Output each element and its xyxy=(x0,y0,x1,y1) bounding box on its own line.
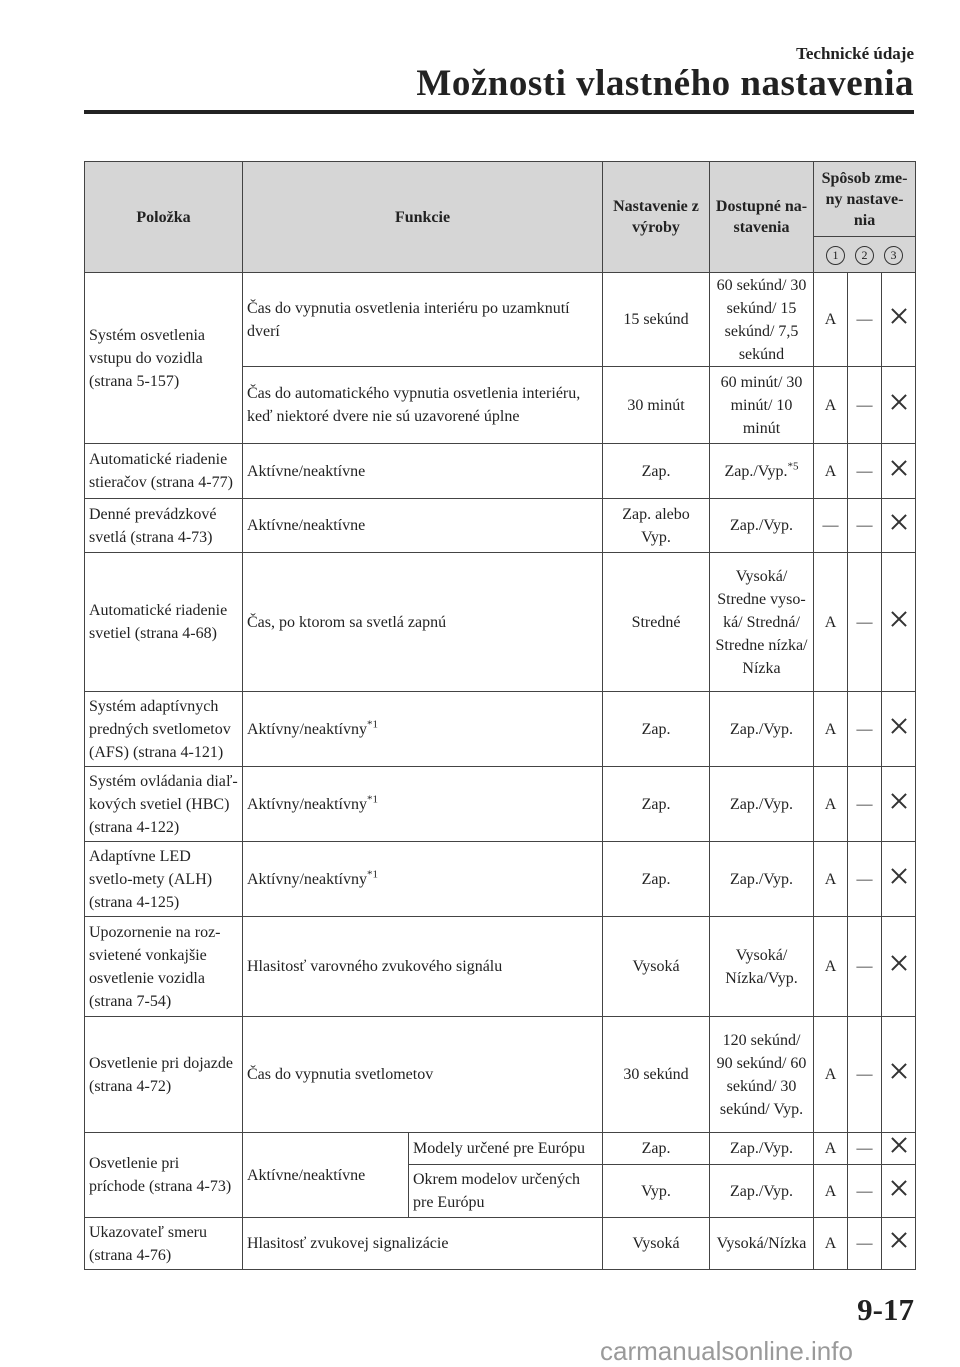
page-number: 9-17 xyxy=(857,1292,914,1327)
cross-icon xyxy=(891,1232,907,1248)
function-cell xyxy=(243,692,603,767)
available-cell: Zap./Vyp. xyxy=(710,692,814,767)
default-cell: Zap. xyxy=(603,767,710,842)
method3-cell xyxy=(882,692,916,767)
available-cell: Zap./Vyp. xyxy=(710,767,814,842)
cross-icon xyxy=(891,1137,907,1153)
method1-cell: A xyxy=(814,273,848,367)
available-cell xyxy=(710,444,814,499)
available-cell: Vysoká/ Stredne vyso-ká/ Stredná/ Stredne nízka/ Nízka xyxy=(710,553,814,692)
col-header-default: Nastavenie z výroby xyxy=(603,162,710,273)
table-row xyxy=(85,767,916,842)
method2-cell: — xyxy=(848,444,882,499)
method3-cell xyxy=(882,553,916,692)
function-cell: Hlasitosť zvukovej signalizácie xyxy=(243,1218,603,1270)
method2-cell: — xyxy=(848,273,882,367)
col-header-function: Funkcie xyxy=(243,162,603,273)
table-row xyxy=(85,842,916,917)
default-cell: 15 sekúnd xyxy=(603,273,710,367)
cross-icon xyxy=(891,514,907,530)
method3-cell xyxy=(882,917,916,1017)
footnote-mark: *1 xyxy=(366,718,378,731)
table-header-row xyxy=(85,162,916,237)
available-cell: 60 sekúnd/ 30 sekúnd/ 15 sekúnd/ 7,5 sekúnd xyxy=(710,273,814,367)
circled-2-icon: 2 xyxy=(855,246,874,265)
method2-cell: — xyxy=(848,842,882,917)
function-value: Aktívny/neaktívny xyxy=(247,720,367,738)
method2-cell: — xyxy=(848,917,882,1017)
function-value: Aktívny/neaktívny xyxy=(247,870,367,888)
cross-icon xyxy=(891,611,907,627)
method3-cell xyxy=(882,367,916,444)
cross-icon xyxy=(891,394,907,410)
method3-cell xyxy=(882,1218,916,1270)
item-cell: Systém osvetlenia vstupu do vozidla (strana 5-157) xyxy=(85,273,243,444)
method1-cell: A xyxy=(814,444,848,499)
circled-1-icon: 1 xyxy=(826,246,845,265)
function-cell: Čas do vypnutia osvetlenia interiéru po uzamknutí dverí xyxy=(243,273,603,367)
function-cell: Čas, po ktorom sa svetlá zapnú xyxy=(243,553,603,692)
function-cell: Aktívne/neaktívne xyxy=(243,1133,409,1218)
method2-cell: — xyxy=(848,1165,882,1218)
table-row xyxy=(85,499,916,553)
method1-cell: A xyxy=(814,842,848,917)
default-cell: 30 minút xyxy=(603,367,710,444)
available-value: Zap./Vyp. xyxy=(724,462,788,480)
default-cell: Zap. alebo Vyp. xyxy=(603,499,710,553)
method2-cell: — xyxy=(848,767,882,842)
footnote-mark: *1 xyxy=(366,793,378,806)
header-rule xyxy=(84,110,914,114)
table-row xyxy=(85,444,916,499)
method2-cell: — xyxy=(848,367,882,444)
method1-cell: A xyxy=(814,917,848,1017)
method3-cell xyxy=(882,767,916,842)
default-cell: Zap. xyxy=(603,842,710,917)
circled-3-icon: 3 xyxy=(884,246,903,265)
default-cell: Vysoká xyxy=(603,917,710,1017)
default-cell: Stredné xyxy=(603,553,710,692)
region-cell: Okrem modelov určených pre Európu xyxy=(409,1165,603,1218)
default-cell: Zap. xyxy=(603,692,710,767)
cross-icon xyxy=(891,955,907,971)
default-cell: 30 sekúnd xyxy=(603,1017,710,1133)
settings-table xyxy=(84,161,916,1270)
cross-icon xyxy=(891,868,907,884)
col-header-available: Dostupné na-stavenia xyxy=(710,162,814,273)
function-value: Aktívny/neaktívny xyxy=(247,795,367,813)
method1-cell: A xyxy=(814,1165,848,1218)
method3-cell xyxy=(882,499,916,553)
section-label: Technické údaje xyxy=(796,44,914,63)
cross-icon xyxy=(891,460,907,476)
default-cell: Vyp. xyxy=(603,1165,710,1218)
table-row xyxy=(85,1218,916,1270)
col-header-method: Spôsob zme-ny nastave-nia xyxy=(814,162,916,237)
item-cell: Automatické riadenie svetiel (strana 4-68) xyxy=(85,553,243,692)
function-cell: Aktívne/neaktívne xyxy=(243,444,603,499)
method1-cell: — xyxy=(814,499,848,553)
item-cell: Ukazovateľ smeru (strana 4-76) xyxy=(85,1218,243,1270)
function-cell: Čas do automatického vypnutia osvetlenia interiéru, keď niektoré dvere nie sú uzavorené úplne xyxy=(243,367,603,444)
available-cell: Zap./Vyp. xyxy=(710,1133,814,1165)
method2-cell: — xyxy=(848,1017,882,1133)
method2-cell: — xyxy=(848,499,882,553)
function-cell: Hlasitosť varovného zvukového signálu xyxy=(243,917,603,1017)
default-cell: Vysoká xyxy=(603,1218,710,1270)
method3-cell xyxy=(882,842,916,917)
available-cell: 120 sekúnd/ 90 sekúnd/ 60 sekúnd/ 30 sekúnd/ Vyp. xyxy=(710,1017,814,1133)
footnote-mark: *5 xyxy=(787,460,799,473)
item-cell: Denné prevádzkové svetlá (strana 4-73) xyxy=(85,499,243,553)
method1-cell: A xyxy=(814,367,848,444)
method2-cell: — xyxy=(848,1218,882,1270)
item-cell: Systém adaptívnych predných svetlometov (AFS) (strana 4-121) xyxy=(85,692,243,767)
method1-cell: A xyxy=(814,553,848,692)
method1-cell: A xyxy=(814,1017,848,1133)
method1-cell: A xyxy=(814,692,848,767)
available-cell: Vysoká/Nízka xyxy=(710,1218,814,1270)
method3-cell xyxy=(882,1165,916,1218)
item-cell: Osvetlenie pri dojazde (strana 4-72) xyxy=(85,1017,243,1133)
function-cell: Čas do vypnutia svetlometov xyxy=(243,1017,603,1133)
item-cell: Upozornenie na roz-svietené vonkajšie osvetlenie vozidla (strana 7-54) xyxy=(85,917,243,1017)
method-subheader xyxy=(814,237,916,273)
item-cell: Automatické riadenie stieračov (strana 4-77) xyxy=(85,444,243,499)
available-cell: 60 minút/ 30 minút/ 10 minút xyxy=(710,367,814,444)
method3-cell xyxy=(882,444,916,499)
watermark: carmanualsonline.info xyxy=(600,1336,853,1366)
table-row xyxy=(85,1017,916,1133)
available-cell: Zap./Vyp. xyxy=(710,499,814,553)
item-cell: Systém ovládania diaľ-kových svetiel (HBC) (strana 4-122) xyxy=(85,767,243,842)
method2-cell: — xyxy=(848,692,882,767)
function-cell xyxy=(243,767,603,842)
method2-cell: — xyxy=(848,553,882,692)
available-cell: Zap./Vyp. xyxy=(710,1165,814,1218)
item-cell: Adaptívne LED svetlo-mety (ALH) (strana 4-125) xyxy=(85,842,243,917)
table-row xyxy=(85,692,916,767)
method3-cell xyxy=(882,1133,916,1165)
method1-cell: A xyxy=(814,1133,848,1165)
table-row xyxy=(85,917,916,1017)
available-cell: Vysoká/ Nízka/Vyp. xyxy=(710,917,814,1017)
method1-cell: A xyxy=(814,767,848,842)
method3-cell xyxy=(882,273,916,367)
cross-icon xyxy=(891,1180,907,1196)
table-row xyxy=(85,1133,916,1165)
cross-icon xyxy=(891,1063,907,1079)
available-cell: Zap./Vyp. xyxy=(710,842,814,917)
method3-cell xyxy=(882,1017,916,1133)
region-cell: Modely určené pre Európu xyxy=(409,1133,603,1165)
col-header-item: Položka xyxy=(85,162,243,273)
cross-icon xyxy=(891,718,907,734)
function-cell xyxy=(243,842,603,917)
cross-icon xyxy=(891,793,907,809)
method2-cell: — xyxy=(848,1133,882,1165)
table-row xyxy=(85,273,916,367)
method1-cell: A xyxy=(814,1218,848,1270)
table-row xyxy=(85,553,916,692)
cross-icon xyxy=(891,308,907,324)
default-cell: Zap. xyxy=(603,444,710,499)
item-cell: Osvetlenie pri príchode (strana 4-73) xyxy=(85,1133,243,1218)
page-title: Možnosti vlastného nastavenia xyxy=(416,63,914,104)
function-cell: Aktívne/neaktívne xyxy=(243,499,603,553)
footnote-mark: *1 xyxy=(366,868,378,881)
default-cell: Zap. xyxy=(603,1133,710,1165)
